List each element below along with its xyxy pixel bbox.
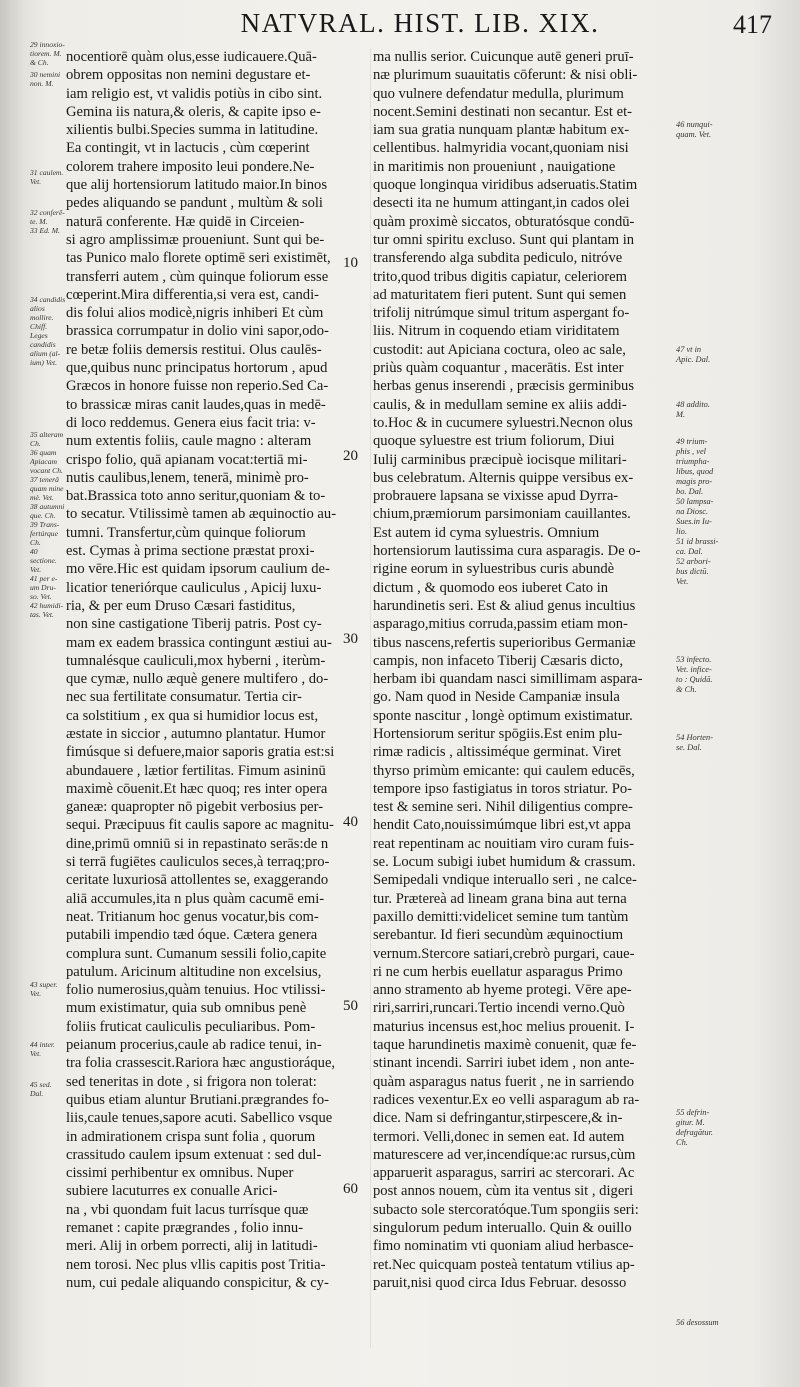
margin-note: 48 addito. M. (676, 400, 710, 419)
text-line: to brassicæ miras canit laudes,quas in medē- (66, 396, 326, 413)
text-line: bat.Brassica toto anno seritur,quoniam & to- (66, 488, 326, 505)
text-line: mum existimatur, quia sub omnibus penè (66, 1000, 307, 1017)
text-line: tur omni spiritu excluso. Sunt qui plantam in (373, 231, 635, 248)
text-line: in maritimis non proueniunt , nauigatione (373, 158, 616, 175)
text-line: ret.Nec quicquam posteà tentatum vtilius ap- (373, 1256, 635, 1273)
text-line: Iulij carminibus præcipuè iocisque militari- (373, 451, 627, 468)
text-line: transferri autem , cùm quinque foliorum esse (66, 268, 329, 285)
text-line: thyrso primùm emicante: qui caulem educēs, (373, 762, 635, 779)
text-line: rigine eorum in syluestribus curis abundè (373, 561, 615, 578)
text-line: que,quibus nunc principatus hortorum , apud (66, 360, 328, 377)
text-line: harundinetis seri. Est & aliud genus incultius (373, 597, 636, 614)
text-line: si terrā fugiētes cauliculos seces,à terraq;pro- (66, 854, 330, 871)
text-line: quoque syluestre est trium foliorum, Diui (373, 433, 615, 450)
line-number: 60 (343, 1181, 358, 1197)
line-number: 40 (343, 814, 358, 830)
text-line: nocentiorē quàm olus,esse iudicauere.Quā- (66, 49, 317, 65)
text-line: tra folia crassescit.Rariora hæc angustioráque, (66, 1055, 336, 1072)
text-line: dis folui alios modicè,nigris inhiberi Et cùm (66, 305, 324, 322)
text-line: maturius incensus est,hoc melius prouenit. I- (373, 1018, 635, 1035)
text-line: næ plurimum suauitatis cōferunt: & nisi obli- (373, 67, 638, 84)
text-line: cœperint.Mira differentia,si vera est, candi- (66, 286, 319, 303)
text-line: iam sua gratia nunquam plantæ habitum ex- (373, 122, 630, 139)
line-number: 20 (343, 448, 358, 464)
text-line: putabili impendio tæd óque. Cætera genera (66, 927, 318, 944)
text-line: di loco reddemus. Genera eius facit tria: v- (66, 414, 316, 431)
text-line: caulis, & in medullam semine ex aliis addi- (373, 396, 627, 413)
text-line: paruit,nisi quod circa Idus Februar. desosso (373, 1274, 627, 1291)
text-line: rimæ radicis , altissiméque germinat. Viret (373, 744, 622, 761)
margin-note: 55 defrin- gitur. M. defragātur. Ch. (676, 1108, 713, 1147)
text-line: Gemina iis natura,& oleris, & capite ipso e- (66, 103, 321, 120)
text-line: Hortensiorum seritur spōgiis.Est enim plu- (373, 725, 623, 742)
text-line: æstate in siccior , autumno plantatur. Humor (66, 725, 326, 742)
text-line: chium,præmiorum parsimoniam cauillantes. (373, 506, 631, 523)
text-line: quàm asparagus natus fuerit , ne in sarriendo (373, 1073, 634, 1090)
text-line: re betæ foliis demersis restitui. Olus caulēs- (66, 341, 322, 358)
text-line: to secatur. Vtilissimè tamen ab æquinoctio au- (66, 506, 337, 523)
text-line: colorem trahere imposito leui pondere.Ne- (66, 158, 315, 175)
text-line: quàm proximè siccatos, obturatósque condū- (373, 213, 635, 230)
text-line: go. Nam quod in Neside Campaniæ insula (373, 689, 620, 706)
text-line: taque harundinetis maximè conuenit, quæ fe- (373, 1037, 637, 1054)
text-line: anno stramento ab hyeme protegi. Vēre ape- (373, 982, 632, 999)
text-line: campis, non infaceto Tiberij Cæsaris dicto, (373, 652, 624, 669)
margin-note: 54 Horten- se. Dal. (676, 733, 713, 752)
text-line: fimúsque si defuere,maior saporis gratia est:si (66, 744, 335, 761)
text-line: vernum.Stercore satiari,crebrò purgari, caue- (373, 945, 635, 962)
text-line: Græcos in honore fuisse non reperio.Sed Ca- (66, 378, 329, 395)
text-line: ceritate luxuriosā attollentes se, exaggerando (66, 872, 329, 889)
text-line: maximè cōuenit.Et hæc quoq; res inter opera (66, 780, 328, 797)
text-line: tempore ipso fastigiatus in toros striatur. Po- (373, 780, 633, 797)
text-line: reat repentinam ac nouitiam viro curam fuis- (373, 835, 634, 852)
text-line: brassica corrumpatur in dolio vini sapor,odo- (66, 323, 329, 340)
text-line: quibus etiam aluntur Brutiani.prægrandes fo- (66, 1091, 330, 1108)
text-line: remanet : capite prægrandes , folio innu- (66, 1220, 304, 1236)
margin-note: 56 desossum (676, 1318, 719, 1327)
margin-note: 31 caulem. Vet. (30, 168, 64, 186)
text-line: Ea contingit, vt in lactucis , cùm cœperint (66, 140, 310, 157)
text-line: nec sua fertilitate consumatur. Tertia cir- (66, 689, 302, 706)
text-line: dice. Nam si defringantur,stirpescere,& in- (373, 1110, 623, 1127)
text-line: nutis caulibus,lenem, tenerā, minimè pro- (66, 469, 309, 486)
text-line: priùs quàm coquantur , macerātis. Est inter (373, 360, 624, 377)
text-line: trito,quod tribus digitis capiatur, celeriorem (373, 268, 627, 285)
margin-note: 53 infecto. Vet. infice- to : Quidā. & Ch. (676, 655, 713, 694)
line-number: 30 (343, 631, 358, 647)
left-text-column (66, 48, 372, 1292)
text-line: abundauere , lætior fertilitas. Fimum asininū (66, 762, 326, 779)
text-line: custodit: aut Apiciana coctura, oleo ac sale, (373, 341, 626, 358)
column-divider (370, 48, 371, 1348)
text-line: que alij hortensiorum latitudo maior.In binos (66, 177, 328, 194)
text-line: maturescere ad ver,incendíque:ac rursus,cùm (373, 1146, 636, 1163)
text-line: nem torosi. Nec plus vllis capitis post Tritia- (66, 1256, 326, 1273)
text-line: ad maturitatem fieri putent. Sunt qui semen (373, 286, 627, 303)
text-line: ma nullis serior. Cuicunque autē generi pruī- (373, 49, 634, 65)
text-line: si agro amplissimæ proueniunt. Sunt qui be- (66, 231, 325, 248)
text-line: liis. Nitrum in coquendo etiam viriditatem (373, 323, 620, 340)
text-line: xilientis bulbi.Species summa in latitudine. (66, 122, 319, 139)
text-line: sequi. Præcipuus fit caulis sapore ac magnitu- (66, 817, 334, 834)
text-line: cellentibus. halmyridia vocant,quoniam nisi (373, 140, 629, 157)
text-line: subacto sole stercoratóque.Tum spongiis seri: (373, 1201, 639, 1218)
text-line: que cymæ, nullo æquè genere multifero , do- (66, 671, 329, 688)
page-number: 417 (733, 10, 772, 39)
text-line: Semipedali vndique interuallo seri , ne calce- (373, 872, 637, 889)
text-line: singulorum pedum interuallo. Quin & ouillo (373, 1220, 632, 1236)
text-line: herbas genus inserendi , præcisis germinibus (373, 378, 635, 395)
text-line: sed teneritas in dote , si frigora non tolerat: (66, 1073, 317, 1090)
text-line: bus celebratum. Alternis quippe versibus ex- (373, 469, 634, 486)
text-line: quoque longinqua viridibus adseruatis.Statim (373, 177, 638, 194)
margin-note: 29 innoxio- tiorem. M. & Ch. (30, 40, 65, 67)
text-line: cissimi perhibentur ex omnibus. Nuper (66, 1165, 294, 1182)
text-line: num extentis foliis, caule magno : alteram (66, 433, 312, 450)
text-line: se. Locum subigi iubet humidum & crassum. (373, 854, 636, 871)
text-line: ri ne cum herbis euellatur asparagus Primo (373, 963, 623, 980)
text-line: post annos nouem, cùm ita ventus sit , digeri (373, 1183, 634, 1200)
margin-note: 35 alteram Ch. 36 quam Apiacam vocant Ch. 37 teneră quam mine mè. Vet. 38 autumni que. Ch. 39 Trans- fertúrque Ch. 40 sectione. Vet. 41 per e- um Dru- so. Vet. 42 humidi- tas. Vet. (30, 430, 65, 619)
text-line: foliis fruticat cauliculis peculiaribus. Pom- (66, 1018, 316, 1035)
text-line: na , vbi quondam fuit lacus turrísque quæ (66, 1201, 309, 1218)
text-line: riri,sarriri,runcari.Tertio incendi verno.Quò (373, 1000, 625, 1017)
margin-note: 45 sed. Dal. (30, 1080, 52, 1098)
gutter-shadow (0, 0, 26, 1387)
margin-note: 47 vt in Apic. Dal. (676, 345, 711, 364)
text-line: tumni. Transfertur,cùm quinque foliorum (66, 524, 306, 541)
text-line: licatior teneriórque cauliculus , Apicij luxu- (66, 579, 322, 596)
text-line: trifolij nitrúmque simul tritum aspergant fo- (373, 305, 630, 322)
text-line: pedes aliquando se pandunt , multùm & soli (66, 195, 323, 212)
text-line: termori. Velli,donec in semen eat. Id autem (373, 1128, 625, 1145)
right-text-column (373, 48, 681, 1292)
margin-note: 30 nemini non. M. (30, 70, 61, 88)
text-line: dine,primū omniū si in repastinato serās:de n (66, 835, 329, 852)
text-line: ca solstitium , ex qua si humidior locus est, (66, 707, 319, 724)
text-line: tumnalésque cauliculi,mox hyberni , iterùm- (66, 652, 326, 669)
text-line: stinant incendi. Sarriri iubet idem , non ante- (373, 1055, 635, 1072)
text-line: mam ex eadem brassica contingunt æstiui au- (66, 634, 332, 651)
text-line: transferendo alga subdita pediculo, nitróve (373, 250, 623, 267)
margin-note: 43 super. Vet. (30, 980, 58, 998)
text-line: hendit Cato,nouissimúmque libri est,vt appa (373, 817, 631, 834)
text-line: test & semine seri. Nihil diligentius compre- (373, 799, 633, 816)
text-line: apparuerit asparagus, sarriri ac stercorari. Ac (373, 1165, 635, 1182)
text-line: meri. Alij in orbem porrecti, alij in latitudi- (66, 1238, 318, 1255)
text-line: liis,caule tenues,sapore acuti. Sabellico vsque (66, 1110, 333, 1127)
text-line: serebantur. Id fieri secundùm æquinoctium (373, 927, 624, 944)
text-line: crassitudo caulem ipsum extenuat : sed dul- (66, 1146, 322, 1163)
text-line: crispo folio, quā apianam vocat:tertiā mi- (66, 451, 308, 468)
text-line: neat. Tritianum hoc genus vocatur,bis com- (66, 908, 319, 925)
text-line: complura sunt. Cumanum sessili folio,capite (66, 945, 327, 962)
text-line: non sine castigatione Tiberij patris. Post cy- (66, 616, 322, 633)
margin-note: 49 trium- phis , vel triumpha- libus, quod magis pro- bo. Dal. 50 lampsa- na Diosc. Sues.in Iu- lio. 51 id brassi- ca. Dal. 52 arbori- bus dictū. Vet. (676, 437, 719, 586)
text-line: nocent.Semini destinati non secantur. Est et- (373, 103, 632, 120)
text-line: patulum. Aricinum altitudine non excelsius, (66, 963, 322, 980)
line-number: 50 (343, 998, 358, 1014)
text-line: est. Cymas à prima sectione præstat proxi- (66, 543, 315, 560)
line-number: 10 (343, 255, 358, 271)
text-line: Est autem id cyma syluestris. Omnium (373, 524, 600, 541)
text-line: fimo nominatim vti quoniam aliud herbasce- (373, 1238, 634, 1255)
text-line: asparago,mitius corruda,passim etiam mon- (373, 616, 628, 633)
text-line: iam religio est, vt validis potiùs in cibo sint. (66, 85, 323, 102)
text-line: folio numerosius,quàm tenuius. Hoc vtilissi- (66, 982, 326, 999)
text-line: subiere lacuturres ex conualle Arici- (66, 1183, 278, 1200)
text-line: mo vēre.Hic est quidam ipsorum caulium de- (66, 561, 330, 578)
margin-note: 46 nunqui- quam. Vet. (676, 120, 713, 139)
text-line: tas Punico malo florete optimē seri existimēt, (66, 250, 331, 267)
text-line: aliā accumules,ita n plus quàm cacumē emi- (66, 890, 325, 907)
text-line: naturā conferente. Hæ quidē in Circeien- (66, 213, 305, 230)
text-line: quo vulnere defendatur medulla, plurimum (373, 85, 624, 102)
text-line: ria, & per eum Druso Cæsari fastiditus, (66, 597, 296, 614)
text-line: hortensiorum lautissima cura asparagis. De o- (373, 543, 641, 560)
text-line: to.Hoc & in cucumere syluestri.Necnon olus (373, 414, 633, 431)
text-line: tur. Prætereà ad lineam grana bina aut terna (373, 890, 627, 907)
text-line: obrem oppositas non nemini degustare et- (66, 67, 311, 84)
margin-note: 44 inter. Vet. (30, 1040, 55, 1058)
text-line: tibus nascens,refertis superioribus Germaniæ (373, 634, 636, 651)
text-line: herbam ibi quandam nasci simillimam aspara- (373, 671, 643, 688)
running-head: NATVRAL. HIST. LIB. XIX. (240, 8, 600, 38)
text-line: radices vexentur.Ex eo velli asparagum ab ra- (373, 1091, 640, 1108)
text-line: desecti ita ne humum attingant,in cados olei (373, 195, 630, 212)
text-line: dictum , & quomodo eos iuberet Cato in (373, 579, 609, 596)
text-line: num, cui pedale aliquando conspicitur, & cy- (66, 1274, 329, 1291)
margin-note: 34 candidis alios mollire. Chiff. Leges candidis alium (al- ium) Vet. (30, 295, 66, 367)
text-line: peianum procerius,caule ab radice tenui, in- (66, 1037, 322, 1054)
text-line: in admirationem crispa sunt folia , quorum (66, 1128, 316, 1145)
text-line: ganeæ: quapropter nō pigebit verbosius per- (66, 799, 324, 816)
text-line: probrauere lapsana se vixisse apud Dyrra- (373, 488, 619, 505)
margin-note: 32 conferē- te. M. 33 Ed. M. (30, 208, 65, 235)
text-line: paxillo demitti:videlicet semine tum tantùm (373, 908, 629, 925)
text-line: sponte nascitur , longè optimum existimatur. (373, 707, 633, 724)
